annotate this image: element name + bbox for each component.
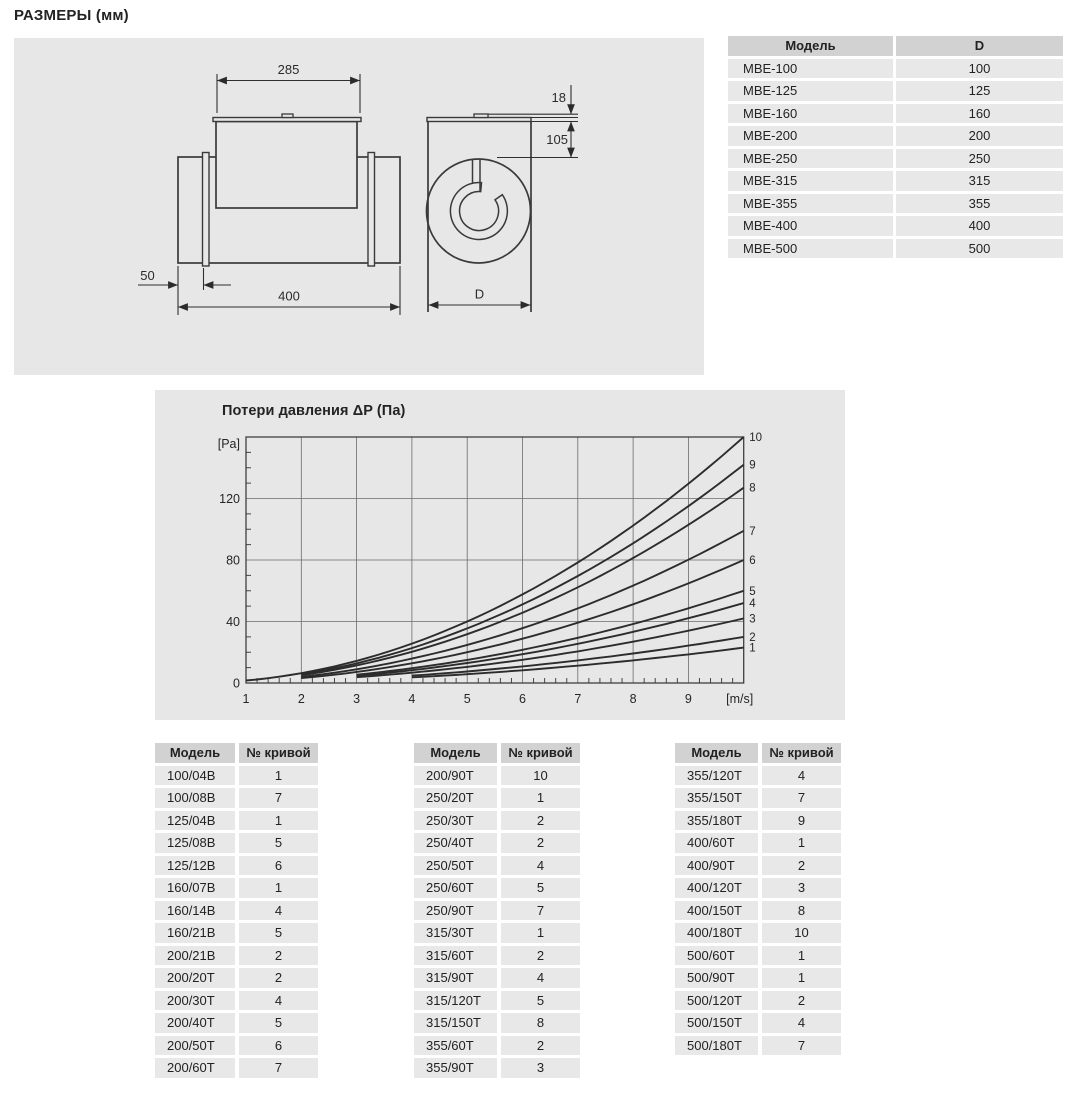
value-cell: 1 xyxy=(762,833,841,853)
table-header-cell: Модель xyxy=(155,743,235,763)
value-cell: 1 xyxy=(762,968,841,988)
curve-label-1: 1 xyxy=(749,642,756,655)
value-cell: 7 xyxy=(239,788,318,808)
curve-table-2 xyxy=(414,743,580,1078)
value-cell: 2 xyxy=(501,1036,580,1056)
model-cell: MBE-250 xyxy=(728,149,893,169)
value-cell: 5 xyxy=(239,1013,318,1033)
dim-105-label: 105 xyxy=(546,132,568,147)
value-cell: 200 xyxy=(896,126,1063,146)
y-tick-label-80: 80 xyxy=(226,553,240,568)
page-title: РАЗМЕРЫ (мм) xyxy=(14,7,129,24)
value-cell: 4 xyxy=(239,901,318,921)
value-cell: 1 xyxy=(762,946,841,966)
curve-4 xyxy=(357,603,744,676)
table-header-cell: D xyxy=(896,36,1063,56)
heating-element xyxy=(450,159,507,239)
value-cell: 355 xyxy=(896,194,1063,214)
model-cell: 355/120T xyxy=(675,766,758,786)
model-cell: 315/60T xyxy=(414,946,497,966)
dim-18-label: 18 xyxy=(551,90,566,105)
y-tick-label-120: 120 xyxy=(219,492,240,506)
model-cell: 125/08B xyxy=(155,833,235,853)
model-cell: 200/40T xyxy=(155,1013,235,1033)
value-cell: 1 xyxy=(501,788,580,808)
model-cell: 125/04B xyxy=(155,811,235,831)
dim-50-label: 50 xyxy=(140,268,155,283)
duct-opening xyxy=(427,159,531,263)
value-cell: 2 xyxy=(762,991,841,1011)
value-cell: 2 xyxy=(501,833,580,853)
curve-label-6: 6 xyxy=(749,555,756,567)
model-cell: 250/60T xyxy=(414,878,497,898)
curve-table-1 xyxy=(155,743,318,1078)
model-cell: 200/60T xyxy=(155,1058,235,1078)
value-cell: 5 xyxy=(239,923,318,943)
curve-label-5: 5 xyxy=(749,585,756,598)
model-cell: 250/90T xyxy=(414,901,497,921)
model-cell: 100/08B xyxy=(155,788,235,808)
value-cell: 400 xyxy=(896,216,1063,236)
model-cell: 500/90T xyxy=(675,968,758,988)
model-cell: 200/20T xyxy=(155,968,235,988)
model-cell: 315/150T xyxy=(414,1013,497,1033)
clamp-band-right xyxy=(368,153,375,267)
duct-heater-drawing xyxy=(14,38,704,375)
x-tick-label-6: 6 xyxy=(519,692,526,706)
curve-label-4: 4 xyxy=(749,598,756,611)
model-cell: 125/12B xyxy=(155,856,235,876)
value-cell: 7 xyxy=(501,901,580,921)
model-cell: 500/150T xyxy=(675,1013,758,1033)
table-header-cell: Модель xyxy=(675,743,758,763)
value-cell: 10 xyxy=(762,923,841,943)
curve-label-9: 9 xyxy=(749,459,756,472)
x-axis-unit: [m/s] xyxy=(726,692,754,706)
table-header-cell: Модель xyxy=(728,36,893,56)
curve-10 xyxy=(246,437,744,681)
model-cell: MBE-315 xyxy=(728,171,893,191)
model-cell: 250/50T xyxy=(414,856,497,876)
model-cell: 200/90T xyxy=(414,766,497,786)
y-tick-label-40: 40 xyxy=(226,615,240,629)
dim-400-label: 400 xyxy=(278,288,300,304)
x-tick-label-2: 2 xyxy=(297,692,305,706)
model-cell: 355/150T xyxy=(675,788,758,808)
model-cell: 200/30T xyxy=(155,991,235,1011)
value-cell: 6 xyxy=(239,1036,318,1056)
curve-label-8: 8 xyxy=(749,482,756,495)
model-cell: 250/40T xyxy=(414,833,497,853)
value-cell: 7 xyxy=(239,1058,318,1078)
value-cell: 160 xyxy=(896,104,1063,124)
value-cell: 8 xyxy=(762,901,841,921)
model-cell: 200/21B xyxy=(155,946,235,966)
pressure-loss-chart-panel xyxy=(155,390,845,720)
value-cell: 2 xyxy=(501,811,580,831)
dim-D-label: D xyxy=(474,286,485,302)
model-cell: 160/07B xyxy=(155,878,235,898)
model-cell: 250/20T xyxy=(414,788,497,808)
clamp-band-left xyxy=(203,153,210,267)
value-cell: 100 xyxy=(896,59,1063,79)
curve-label-3: 3 xyxy=(749,613,756,626)
model-cell: 400/120T xyxy=(675,878,758,898)
front-view xyxy=(427,114,532,312)
model-cell: 315/90T xyxy=(414,968,497,988)
model-cell: 315/120T xyxy=(414,991,497,1011)
model-cell: 500/120T xyxy=(675,991,758,1011)
x-tick-label-7: 7 xyxy=(574,692,582,706)
model-diameter-table xyxy=(728,36,1063,258)
table-header-cell: № кривой xyxy=(239,743,318,763)
value-cell: 500 xyxy=(896,239,1063,259)
dim-285-label: 285 xyxy=(277,62,300,77)
model-cell: 315/30T xyxy=(414,923,497,943)
model-cell: 250/30T xyxy=(414,811,497,831)
terminal-box xyxy=(216,122,357,209)
value-cell: 5 xyxy=(501,991,580,1011)
value-cell: 4 xyxy=(501,968,580,988)
curve-label-10: 10 xyxy=(749,432,762,444)
value-cell: 9 xyxy=(762,811,841,831)
table-header-cell: № кривой xyxy=(501,743,580,763)
value-cell: 5 xyxy=(239,833,318,853)
value-cell: 1 xyxy=(501,923,580,943)
value-cell: 7 xyxy=(762,788,841,808)
y-tick-label-0: 0 xyxy=(233,676,240,691)
model-cell: 200/50T xyxy=(155,1036,235,1056)
x-tick-label-3: 3 xyxy=(353,692,361,706)
curve-table-3 xyxy=(675,743,841,1055)
model-cell: 160/21B xyxy=(155,923,235,943)
model-cell: 400/90T xyxy=(675,856,758,876)
value-cell: 4 xyxy=(501,856,580,876)
x-tick-label-5: 5 xyxy=(463,692,471,706)
curve-label-7: 7 xyxy=(749,525,756,538)
value-cell: 5 xyxy=(501,878,580,898)
model-cell: 400/150T xyxy=(675,901,758,921)
side-view xyxy=(178,114,400,266)
value-cell: 2 xyxy=(239,946,318,966)
value-cell: 10 xyxy=(501,766,580,786)
lid-handle xyxy=(282,114,293,118)
value-cell: 3 xyxy=(762,878,841,898)
model-cell: 160/14B xyxy=(155,901,235,921)
value-cell: 4 xyxy=(762,1013,841,1033)
chart-title: Потери давления ΔP (Па) xyxy=(222,403,406,419)
model-cell: MBE-400 xyxy=(728,216,893,236)
model-cell: 400/60T xyxy=(675,833,758,853)
model-cell: MBE-200 xyxy=(728,126,893,146)
curve-label-2: 2 xyxy=(749,631,756,644)
dimensions-drawing-panel xyxy=(14,38,704,375)
value-cell: 8 xyxy=(501,1013,580,1033)
model-cell: 100/04B xyxy=(155,766,235,786)
model-cell: 355/90T xyxy=(414,1058,497,1078)
table-header-cell: № кривой xyxy=(762,743,841,763)
x-tick-label-8: 8 xyxy=(629,692,637,706)
x-tick-label-9: 9 xyxy=(684,692,692,706)
x-tick-label-1: 1 xyxy=(242,692,250,706)
model-cell: 400/180T xyxy=(675,923,758,943)
model-cell: 500/60T xyxy=(675,946,758,966)
x-tick-label-4: 4 xyxy=(408,692,416,706)
value-cell: 1 xyxy=(239,766,318,786)
model-cell: MBE-500 xyxy=(728,239,893,259)
model-cell: MBE-125 xyxy=(728,81,893,101)
value-cell: 4 xyxy=(239,991,318,1011)
model-cell: MBE-100 xyxy=(728,59,893,79)
value-cell: 4 xyxy=(762,766,841,786)
table-header-cell: Модель xyxy=(414,743,497,763)
value-cell: 125 xyxy=(896,81,1063,101)
model-cell: 500/180T xyxy=(675,1036,758,1056)
value-cell: 1 xyxy=(239,878,318,898)
value-cell: 6 xyxy=(239,856,318,876)
model-cell: MBE-355 xyxy=(728,194,893,214)
model-cell: 355/180T xyxy=(675,811,758,831)
front-lid-handle xyxy=(474,114,488,118)
model-cell: MBE-160 xyxy=(728,104,893,124)
pressure-loss-chart xyxy=(155,390,845,720)
value-cell: 1 xyxy=(239,811,318,831)
value-cell: 7 xyxy=(762,1036,841,1056)
model-cell: 355/60T xyxy=(414,1036,497,1056)
value-cell: 3 xyxy=(501,1058,580,1078)
value-cell: 315 xyxy=(896,171,1063,191)
value-cell: 2 xyxy=(762,856,841,876)
value-cell: 2 xyxy=(239,968,318,988)
value-cell: 250 xyxy=(896,149,1063,169)
value-cell: 2 xyxy=(501,946,580,966)
y-axis-unit: [Pa] xyxy=(217,437,240,451)
